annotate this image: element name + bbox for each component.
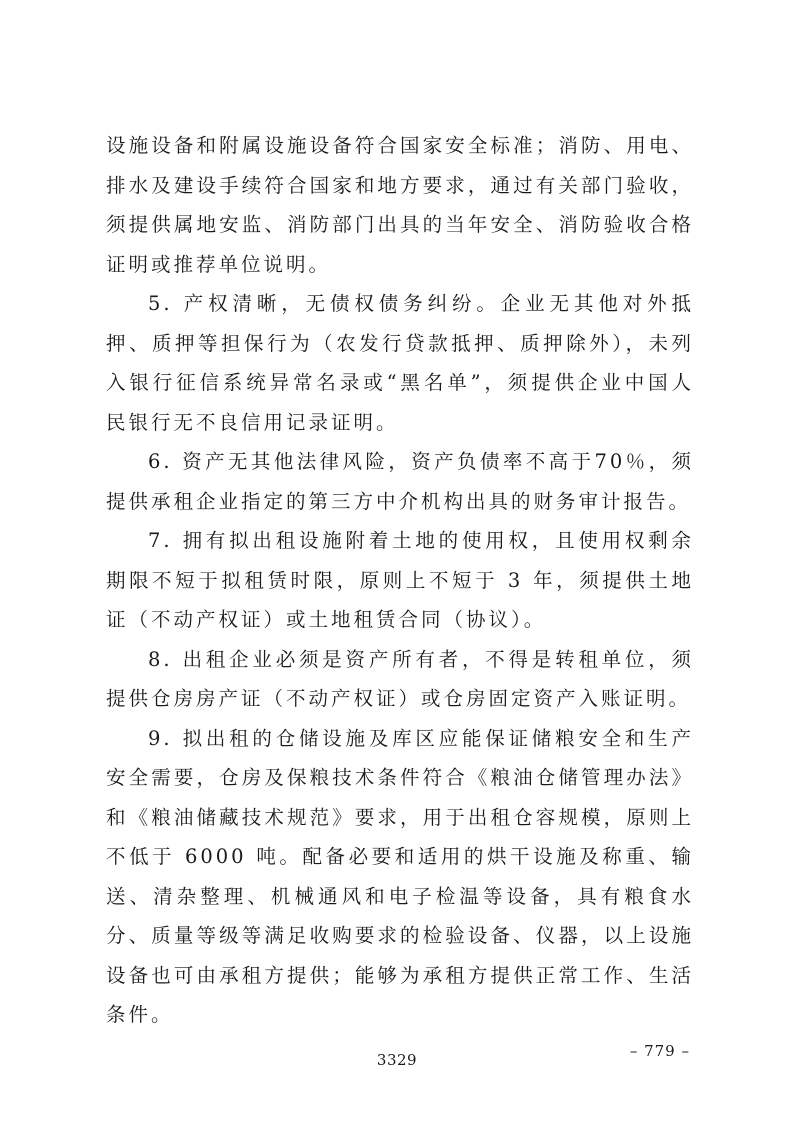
paragraph-item-5: 5. 产权清晰，无债权债务纠纷。企业无其他对外抵押、质押等担保行为（农发行贷款抵押、质押除外），未列入银行征信系统异常名录或“黑名单”，须提供企业中国人民银行无不良信用记录证明。 <box>106 292 694 434</box>
paragraph-continuation: 设施设备和附属设施设备符合国家安全标准；消防、用电、排水及建设手续符合国家和地方要求，通过有关部门验收，须提供属地安监、消防部门出具的当年安全、消防验收合格证明或推荐单位说明。 <box>106 134 694 276</box>
paragraph-item-6: 6. 资产无其他法律风险，资产负债率不高于70％，须提供承租企业指定的第三方中介机构出具的财务审计报告。 <box>106 450 694 513</box>
paragraph-item-7: 7. 拥有拟出租设施附着土地的使用权，且使用权剩余期限不短于拟租赁时限，原则上不短于 3 年，须提供土地证（不动产权证）或土地租赁合同（协议）。 <box>106 529 694 631</box>
document-body <box>106 126 694 1035</box>
paragraph-item-9: 9. 拟出租的仓储设施及库区应能保证储粮安全和生产安全需要，仓房及保粮技术条件符合《粮油仓储管理办法》和《粮油储藏技术规范》要求，用于出租仓容规模，原则上不低于 6000 吨。配备必要和适用的烘干设施及称重、输送、清杂整理、机械通风和电子检温等设备，具有粮食水分、质量等级等满足收购要求的检验设备、仪器，以上设施设备也可由承租方提供；能够为承租方提供正常工作、生活条件。 <box>106 726 694 1026</box>
paragraph-item-8: 8. 出租企业必须是资产所有者，不得是转租单位，须提供仓房房产证（不动产权证）或仓房固定资产入账证明。 <box>106 647 694 710</box>
document-code: 3329 <box>376 1051 418 1069</box>
page-number: – 779 – <box>629 1042 690 1060</box>
